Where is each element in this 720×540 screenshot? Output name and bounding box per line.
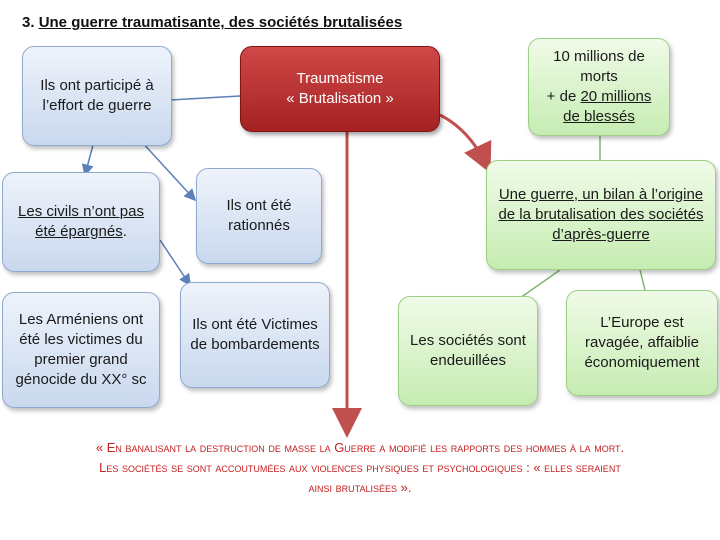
civils-text: Les civils n’ont pas été épargnés	[18, 202, 144, 240]
box-bilan: Une guerre, un bilan à l’origine de la brutalisation des sociétés d’après-guerre	[486, 160, 716, 270]
title-text: Une guerre traumatisante, des sociétés brutalisées	[38, 14, 403, 31]
link-central-participation	[170, 96, 240, 100]
box-endeuillees: Les sociétés sont endeuillées	[398, 296, 538, 406]
central-box-traumatisme	[240, 46, 440, 132]
central-line2: « Brutalisation »	[286, 90, 394, 107]
central-line1: Traumatisme	[296, 69, 384, 87]
conclusion-line2: Les sociétés se sont accoutumées aux violences physiques et psychologiques : « elles seraient	[99, 460, 621, 476]
arrow-central-right	[440, 115, 488, 168]
box-rationnes: Ils ont été rationnés	[196, 168, 322, 264]
conclusion-line3: ainsi brutalisées ».	[308, 480, 412, 496]
conclusion-line1: « En banalisant la destruction de masse la Guerre a modifié les rapports des hommes à la mort.	[95, 440, 625, 455]
box-armeniens: Les Arméniens ont été les victimes du premier grand génocide du XX° sc	[2, 292, 160, 408]
box-bombardements: Ils ont été Victimes de bombardements	[180, 282, 330, 388]
box-civils: Les civils n’ont pas été épargnés.	[2, 172, 160, 272]
box-participation: Ils ont participé à l’effort de guerre	[22, 46, 172, 146]
title-number: 3.	[22, 14, 35, 31]
link-participation-civils	[85, 145, 93, 175]
link-bilan-endeuillees	[520, 270, 560, 298]
conclusion-quote	[10, 438, 710, 498]
box-europe: L’Europe est ravagée, affaiblie économiquement	[566, 290, 718, 396]
link-civils-bombardements	[160, 240, 190, 285]
box-morts: 10 millions de morts + de 20 millions de blessés	[528, 38, 670, 136]
link-bilan-europe	[640, 270, 645, 290]
